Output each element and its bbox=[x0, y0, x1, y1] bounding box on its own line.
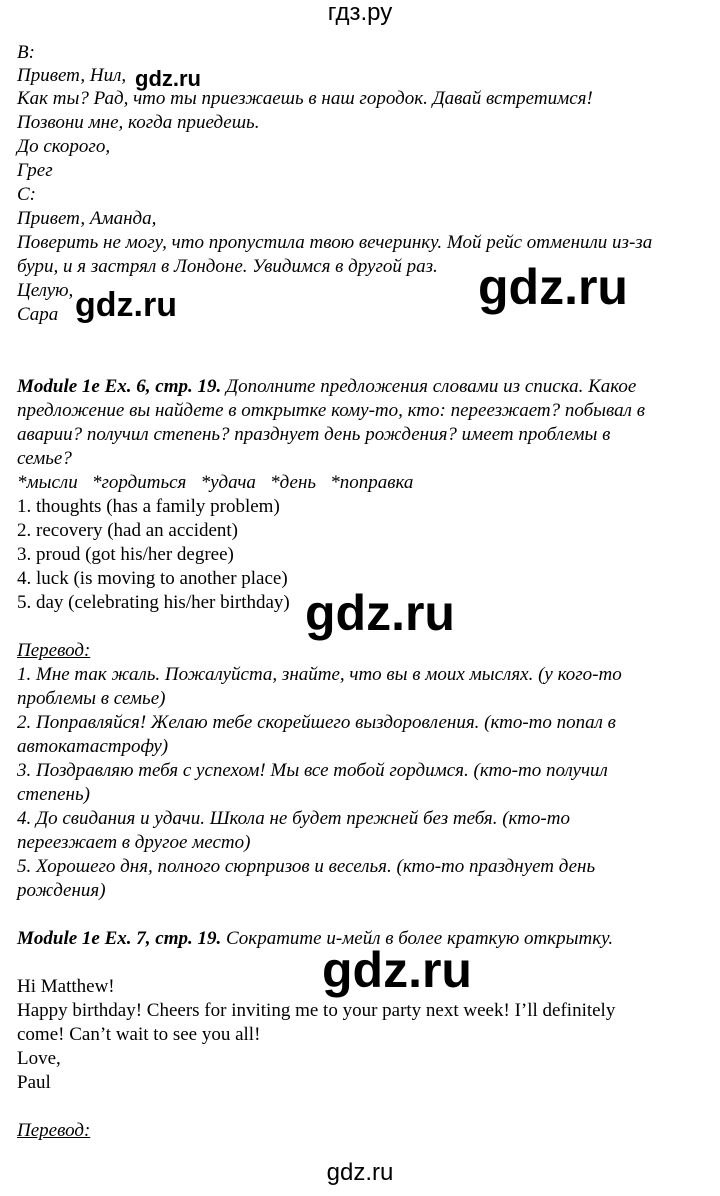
letter-b-line: Грег bbox=[17, 160, 53, 181]
letter-b-line: Как ты? Рад, что ты приезжаешь в наш городок. Давай встретимся! bbox=[17, 88, 593, 109]
ex6-answer: 1. thoughts (has a family problem) bbox=[17, 496, 280, 517]
ex6-heading bbox=[17, 375, 636, 398]
ex6-task-line: аварии? получил степень? празднует день рождения? имеет проблемы в bbox=[17, 424, 611, 445]
ex6-translation-line: 5. Хорошего дня, полного сюрпризов и веселья. (кто-то празднует день bbox=[17, 856, 596, 877]
ex7-line: Hi Matthew! bbox=[17, 976, 115, 997]
ex7-line: come! Can’t wait to see you all! bbox=[17, 1024, 261, 1045]
letter-c-label: C: bbox=[17, 184, 36, 205]
watermark: gdz.ru bbox=[135, 66, 201, 91]
site-footer: gdz.ru bbox=[326, 1159, 394, 1186]
letter-c-line: Целую, bbox=[17, 280, 74, 301]
ex6-answer: 3. proud (got his/her degree) bbox=[17, 544, 234, 565]
ex6-translation-line: степень) bbox=[17, 784, 90, 805]
letter-c-line: Поверить не могу, что пропустила твою вечеринку. Мой рейс отменили из-за bbox=[17, 232, 653, 253]
ex6-translation-line: автокатастрофу) bbox=[17, 736, 169, 757]
ex6-translation-line: 1. Мне так жаль. Пожалуйста, знайте, что вы в моих мыслях. (у кого-то bbox=[17, 664, 622, 685]
ex6-ref: Module 1e Ex. 6, стр. 19. bbox=[17, 376, 222, 397]
ex6-translation-line: переезжает в другое место) bbox=[17, 832, 251, 853]
ex6-translation-line: 4. До свидания и удачи. Школа не будет прежней без тебя. (кто-то bbox=[17, 808, 570, 829]
ex6-translation-label: Перевод: bbox=[17, 640, 91, 661]
letter-c-line: Привет, Аманда, bbox=[17, 208, 157, 229]
ex7-translation-label: Перевод: bbox=[17, 1120, 91, 1141]
letter-c-line: бури, и я застрял в Лондоне. Увидимся в другой раз. bbox=[17, 256, 438, 277]
ex7-heading bbox=[17, 927, 613, 950]
ex7-ref: Module 1e Ex. 7, стр. 19. bbox=[17, 928, 222, 949]
ex6-task-line: предложение вы найдете в открытке кому-то, кто: переезжает? побывал в bbox=[17, 400, 645, 421]
ex7-line: Paul bbox=[17, 1072, 51, 1093]
watermark: gdz.ru bbox=[75, 286, 177, 324]
watermark: gdz.ru bbox=[478, 259, 628, 315]
ex7-line: Love, bbox=[17, 1048, 61, 1069]
ex7-task: Сократите и-мейл в более краткую открытку. bbox=[221, 928, 614, 949]
ex7-line: Happy birthday! Cheers for inviting me to your party next week! I’ll definitely bbox=[17, 1000, 616, 1021]
ex6-word-list: *мысли *гордиться *удача *день *поправка bbox=[17, 472, 414, 493]
letter-b-line: Позвони мне, когда приедешь. bbox=[17, 112, 260, 133]
ex6-answer: 4. luck (is moving to another place) bbox=[17, 568, 288, 589]
watermark: gdz.ru bbox=[305, 585, 455, 641]
letter-b-line: До скорого, bbox=[17, 136, 111, 157]
ex6-translation-line: 3. Поздравляю тебя с успехом! Мы все тобой гордимся. (кто-то получил bbox=[17, 760, 608, 781]
letter-b-line: Привет, Нил, bbox=[17, 65, 127, 86]
ex6-task-line: семье? bbox=[17, 448, 72, 469]
ex6-task: Дополните предложения словами из списка. Какое bbox=[221, 376, 637, 397]
ex6-answer: 2. recovery (had an accident) bbox=[17, 520, 239, 541]
watermark: gdz.ru bbox=[322, 942, 472, 998]
site-header: гдз.ру bbox=[327, 0, 393, 26]
letter-c-line: Сара bbox=[17, 304, 59, 325]
letter-b-label: B: bbox=[17, 42, 35, 63]
ex6-translation-line: проблемы в семье) bbox=[17, 688, 166, 709]
ex6-translation-line: рождения) bbox=[17, 880, 106, 901]
ex6-answer: 5. day (celebrating his/her birthday) bbox=[17, 592, 290, 613]
ex6-translation-line: 2. Поправляйся! Желаю тебе скорейшего выздоровления. (кто-то попал в bbox=[17, 712, 616, 733]
